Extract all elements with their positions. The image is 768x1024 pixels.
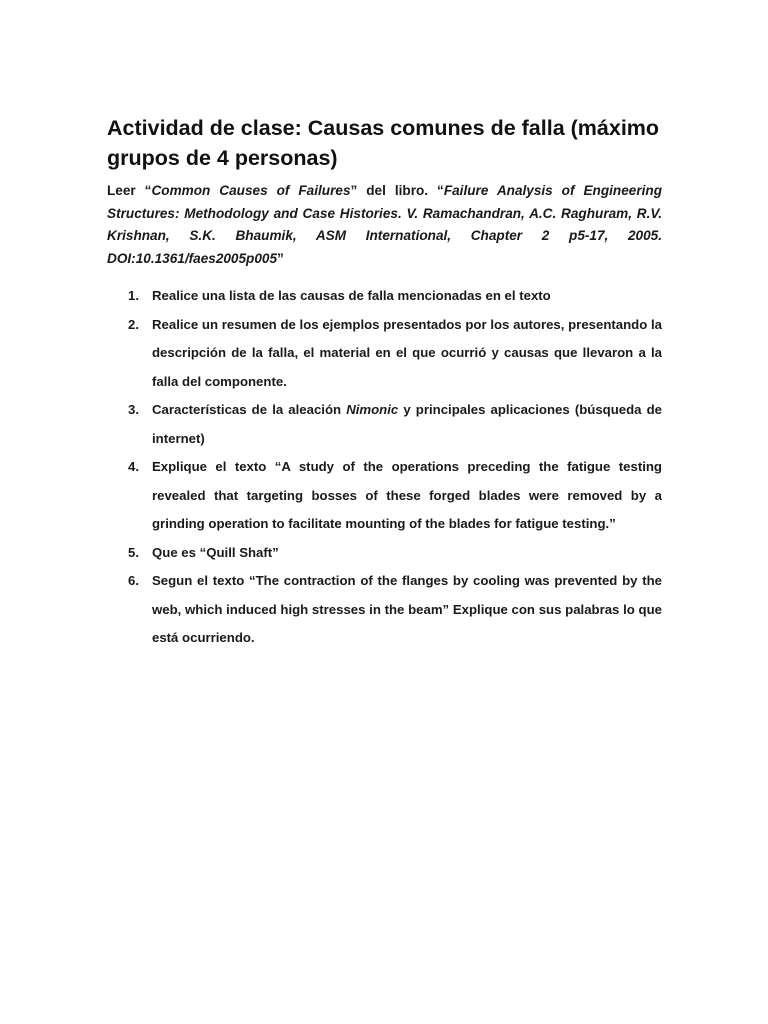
list-item (107, 311, 662, 397)
item-text-italic: Nimonic (346, 402, 399, 417)
item-text: Realice un resumen de los ejemplos presentados por los autores, presentando la descripción de la falla, el material en el que ocurrió y causas que llevaron a la falla del componente. (152, 316, 662, 389)
item-text: Realice una lista de las causas de falla mencionadas en el texto (152, 288, 551, 303)
item-number: 5. (128, 544, 139, 560)
item-text-before: Características de la aleación (152, 402, 347, 417)
item-text: Explique el texto “A study of the operations preceding the fatigue testing revealed that targeting bosses of these forged blades were removed by a grinding operation to facilitate mounting of the blades for fatigue testing.” (152, 459, 662, 531)
item-text: Que es “Quill Shaft” (152, 544, 279, 560)
intro-del-libro: ” del libro. “ (350, 183, 444, 198)
book-reference: Failure Analysis of Engineering Structures: Methodology and Case Histories. V. Ramachandran, A.C. Raghuram, R.V. Krishnan, S.K. Bhaumik, ASM International, Chapter 2 p5-17, 2005. DOI:10.1361/faes2005p005 (107, 183, 662, 266)
list-item (107, 539, 662, 568)
item-text (152, 402, 662, 446)
reading-instruction (107, 180, 662, 270)
page-title: Actividad de clase: Causas comunes de falla (máximo grupos de 4 personas) (107, 116, 660, 170)
item-text: Segun el texto “The contraction of the flanges by cooling was prevented by the web, which induced high stresses in the beam” Explique con sus palabras lo que está ocurriendo. (152, 573, 662, 645)
item-text-after: y principales aplicaciones (búsqueda de internet) (152, 402, 662, 446)
list-item (107, 396, 662, 453)
chapter-title: Common Causes of Failures (151, 183, 351, 198)
item-number: 3. (128, 402, 139, 417)
intro-leer: Leer “ (107, 183, 152, 198)
item-number: 2. (128, 316, 139, 332)
item-number: 4. (128, 459, 139, 474)
list-item (107, 282, 662, 311)
intro-close-quote: ” (277, 250, 284, 266)
item-number: 1. (128, 288, 139, 303)
activity-list (107, 282, 662, 653)
item-number: 6. (128, 573, 139, 588)
list-item (107, 453, 662, 539)
list-item (107, 567, 662, 653)
